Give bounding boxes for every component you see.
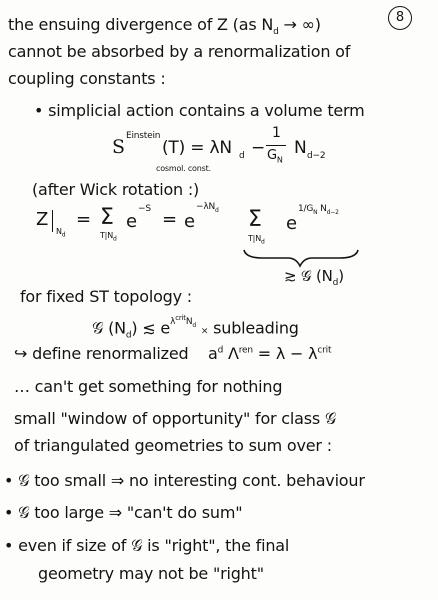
sum-1: Σ [100, 205, 114, 230]
nothing-line: … can't get something for nothing [14, 377, 283, 396]
z-sub-n: N [56, 227, 62, 236]
renorm-a-sup: d [217, 345, 224, 356]
exp-1-base: e [126, 211, 137, 232]
equals-1: = [76, 209, 91, 230]
topology-exp [170, 314, 196, 329]
renorm-text: define renormalized [32, 344, 189, 363]
renorm-a: a [207, 344, 218, 363]
intro-line-2: cannot be absorbed by a renormalization of [8, 42, 351, 61]
sum-2-sub-n: N [255, 234, 261, 243]
topology-g-end: ) ≲ e [131, 318, 171, 338]
page-number-badge: 8 [388, 6, 412, 30]
intro-line-1-sub: d [273, 27, 279, 38]
action-frac-den-sub: N [276, 155, 283, 165]
topology-exp-lambda: λ [170, 317, 176, 327]
sum-1-sub-d: d [112, 235, 117, 243]
brace-label-sub: d [332, 278, 339, 288]
sum-2: Σ [248, 207, 262, 232]
exp-2-base: e [184, 211, 195, 232]
topology-exp-crit: crit [175, 314, 186, 322]
brace-label [284, 268, 344, 289]
topology-exp-d: d [192, 321, 196, 329]
brace-label-text: ≳ 𝒢 (N [284, 267, 333, 285]
topology-label: for fixed ST topology : [20, 287, 192, 306]
sum-1-sub-t: T| [100, 231, 108, 240]
intro-line-1-text: the ensuing divergence of Z (as N [8, 15, 274, 34]
topology-bound [92, 314, 299, 341]
renorm-lambda-sup: ren [238, 345, 253, 356]
bullet-dot: • [4, 471, 14, 490]
simplicial-text: simplicial action contains a volume term [48, 101, 365, 120]
topology-times: × [200, 326, 209, 337]
exp-3-frac-sub: N [313, 208, 318, 216]
sum-2-sub-d: d [260, 238, 265, 246]
exp-2-text: −λN [196, 202, 215, 212]
bullet-too-large [4, 504, 242, 522]
topology-g-sub: d [125, 330, 132, 341]
bullet-right-size-text: even if size of 𝒢 is "right", the final [18, 536, 290, 555]
brace-label-end: ) [338, 267, 344, 285]
exp-2-sub: d [215, 206, 219, 214]
final-line: geometry may not be "right" [38, 564, 264, 583]
action-N: N [294, 138, 307, 158]
sum-2-sub-t: T| [248, 234, 256, 243]
action-sub-d: d [239, 151, 245, 161]
bullet-too-small-text: 𝒢 too small ⇒ no interesting cont. behaviour [18, 471, 365, 490]
bullet-right-size [4, 537, 289, 555]
bullet-dot: • [4, 503, 14, 522]
exp-3-frac: 1/G [298, 204, 314, 214]
action-S: S [112, 136, 125, 158]
bullet-too-large-text: 𝒢 too large ⇒ "can't do sum" [18, 503, 243, 522]
action-frac-num: 1 [272, 125, 281, 141]
action-sub-d2: d−2 [307, 151, 326, 161]
z-sub-d: d [61, 231, 66, 239]
action-superscript: Einstein [126, 131, 161, 141]
window-line-2: of triangulated geometries to sum over : [14, 436, 332, 455]
intro-line-3: coupling constants : [8, 69, 166, 88]
topology-exp-n: N [185, 317, 193, 327]
bullet-dot: • [4, 536, 14, 555]
hook-arrow-icon: ↪ [14, 344, 28, 363]
wick-rotation-note: (after Wick rotation :) [32, 180, 200, 199]
exp-3-n: N [320, 204, 327, 214]
equals-2: = [162, 209, 177, 230]
action-arg: (T) = λN [162, 138, 232, 158]
action-frac-den-g: G [267, 148, 277, 163]
action-minus: − [251, 138, 266, 158]
intro-line-1-end: → ∞) [278, 15, 321, 34]
topology-subleading: subleading [213, 318, 299, 338]
exp-1: −S [138, 204, 151, 214]
z-symbol: Z [36, 209, 49, 230]
renorm-eq: = λ − λ [257, 344, 318, 363]
renorm-lambda: Λ [228, 344, 239, 363]
sum-1-sub-n: N [107, 231, 113, 240]
exp-3-sub: d−2 [326, 208, 339, 216]
exp-3-base: e [286, 213, 297, 234]
topology-g: 𝒢 (N [92, 318, 126, 338]
renormalized-line [14, 345, 331, 363]
window-line-1: small "window of opportunity" for class 𝒢 [14, 409, 337, 428]
cosmological-constant-note: cosmol. const. [156, 164, 211, 173]
bullet-dot: • [34, 101, 44, 120]
renorm-crit: crit [317, 345, 332, 356]
bullet-too-small [4, 472, 365, 490]
